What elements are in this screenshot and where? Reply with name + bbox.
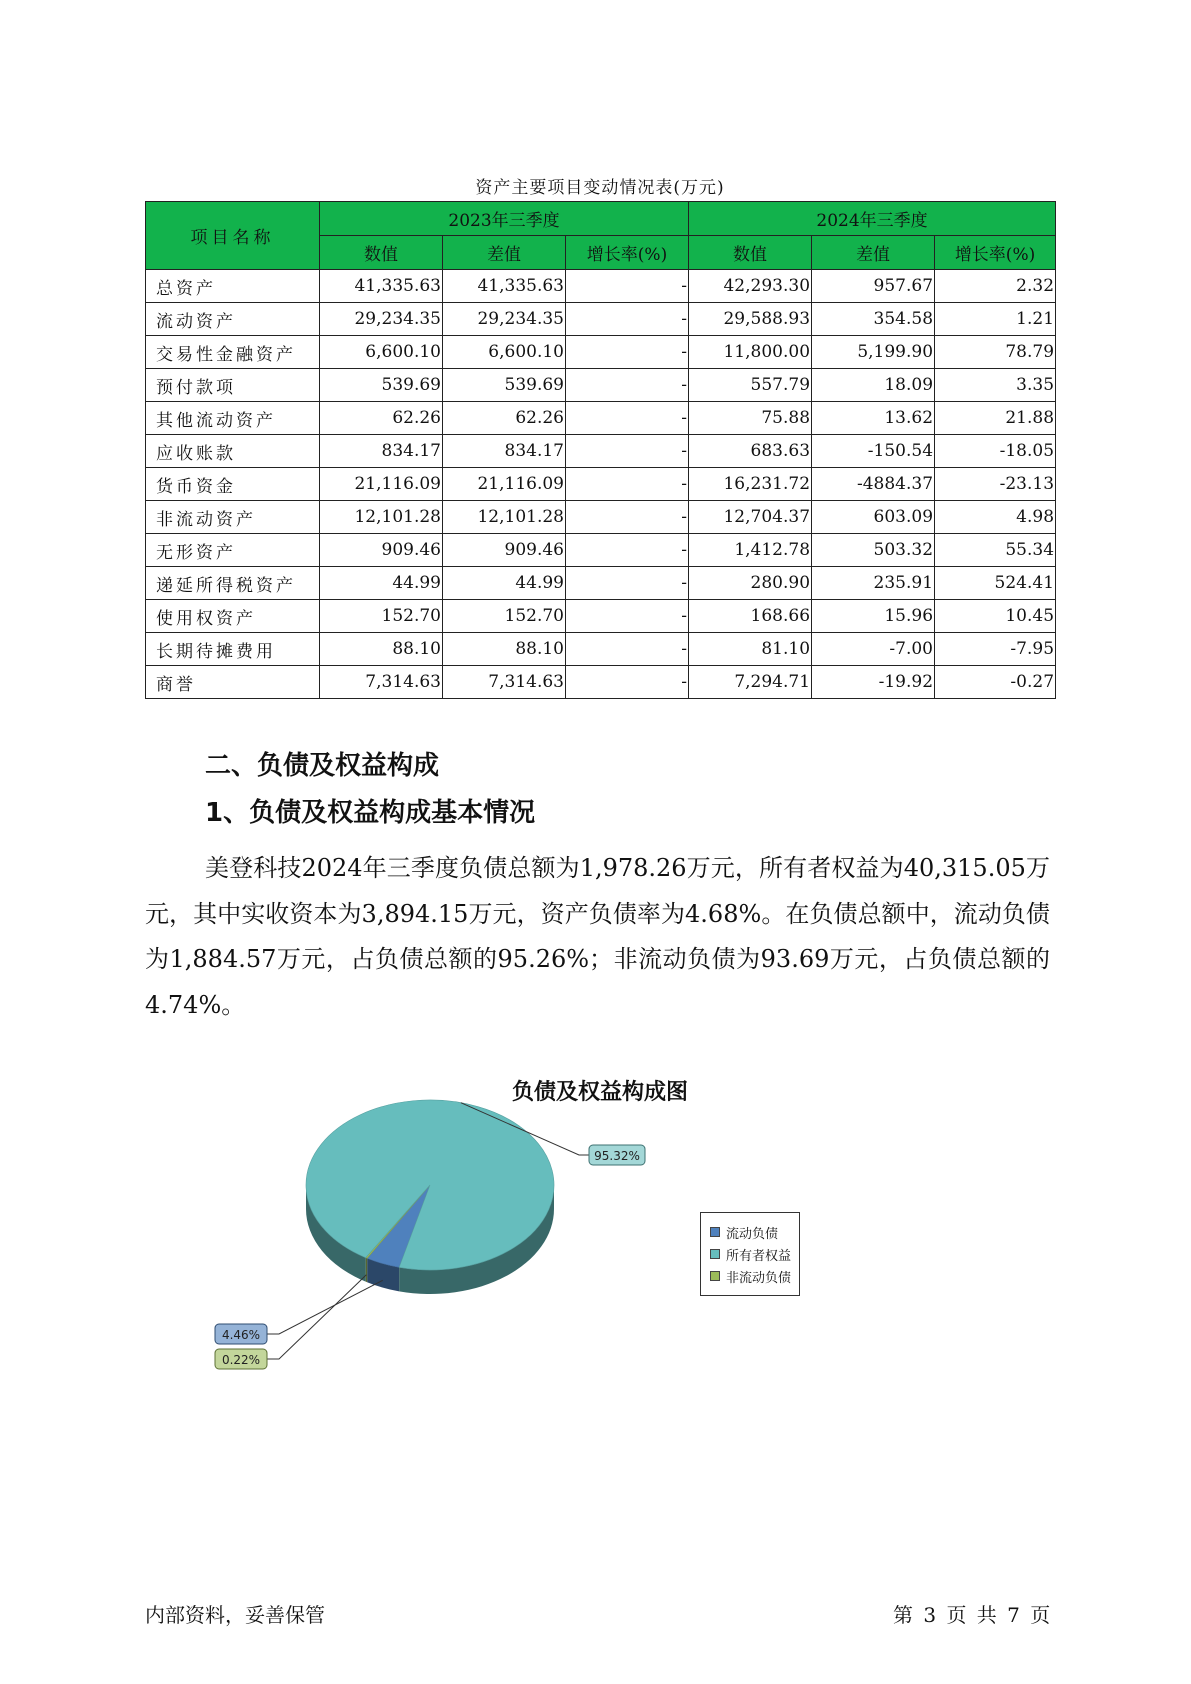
row-name: 长期待摊费用 (146, 633, 320, 666)
diff-2024: 603.09 (812, 501, 935, 534)
legend-label: 非流动负债 (726, 1270, 792, 1286)
value-2024: 280.90 (689, 567, 812, 600)
row-name: 其他流动资产 (146, 402, 320, 435)
value-2023: 539.69 (320, 369, 443, 402)
growth-2023: - (566, 600, 689, 633)
diff-2024: -150.54 (812, 435, 935, 468)
value-2024: 75.88 (689, 402, 812, 435)
diff-2023: 12,101.28 (443, 501, 566, 534)
diff-2023: 909.46 (443, 534, 566, 567)
header-growth-2024: 增长率(%) (935, 236, 1056, 270)
growth-2023: - (566, 633, 689, 666)
diff-2023: 62.26 (443, 402, 566, 435)
header-diff-2023: 差值 (443, 236, 566, 270)
header-period-2023: 2023年三季度 (320, 202, 689, 236)
growth-2023: - (566, 369, 689, 402)
data-label: 95.32% (594, 1149, 640, 1163)
row-name: 总资产 (146, 270, 320, 303)
diff-2023: 21,116.09 (443, 468, 566, 501)
growth-2023: - (566, 534, 689, 567)
diff-2024: -7.00 (812, 633, 935, 666)
value-2023: 88.10 (320, 633, 443, 666)
growth-2023: - (566, 402, 689, 435)
leader-line (267, 1280, 383, 1334)
diff-2024: -19.92 (812, 666, 935, 699)
diff-2023: 88.10 (443, 633, 566, 666)
value-2024: 11,800.00 (689, 336, 812, 369)
footer-page-number: 第 3 页 共 7 页 (893, 1603, 1051, 1627)
diff-2024: 13.62 (812, 402, 935, 435)
diff-2024: 957.67 (812, 270, 935, 303)
diff-2023: 44.99 (443, 567, 566, 600)
data-label: 4.46% (221, 1328, 261, 1342)
diff-2024: 235.91 (812, 567, 935, 600)
growth-2023: - (566, 270, 689, 303)
header-period-2024: 2024年三季度 (689, 202, 1056, 236)
growth-2023: - (566, 468, 689, 501)
chart-legend (700, 1212, 800, 1296)
growth-2024: -7.95 (935, 633, 1056, 666)
value-2023: 41,335.63 (320, 270, 443, 303)
diff-2024: -4884.37 (812, 468, 935, 501)
table-title: 资产主要项目变动情况表(万元) (475, 178, 725, 198)
data-label: 0.22% (221, 1353, 261, 1367)
diff-2023: 29,234.35 (443, 303, 566, 336)
growth-2023: - (566, 567, 689, 600)
value-2023: 6,600.10 (320, 336, 443, 369)
value-2024: 12,704.37 (689, 501, 812, 534)
row-name: 流动资产 (146, 303, 320, 336)
growth-2024: -0.27 (935, 666, 1056, 699)
growth-2024: -18.05 (935, 435, 1056, 468)
header-growth-2023: 增长率(%) (566, 236, 689, 270)
value-2023: 44.99 (320, 567, 443, 600)
legend-item (701, 1243, 799, 1265)
value-2024: 7,294.71 (689, 666, 812, 699)
section-heading: 二、负债及权益构成 (205, 751, 440, 781)
growth-2023: - (566, 666, 689, 699)
diff-2024: 503.32 (812, 534, 935, 567)
row-name: 无形资产 (146, 534, 320, 567)
row-name: 非流动资产 (146, 501, 320, 534)
summary-paragraph: 美登科技2024年三季度负债总额为1,978.26万元，所有者权益为40,315.05万元，其中实收资本为3,894.15万元，资产负债率为4.68%。在负债总额中，流动负债为1,884.57万元，占负债总额的95.26%；非流动负债为93.69万元，占负债总额的4.74%。 (145, 854, 1050, 1019)
diff-2024: 354.58 (812, 303, 935, 336)
header-diff-2024: 差值 (812, 236, 935, 270)
diff-2024: 5,199.90 (812, 336, 935, 369)
value-2024: 42,293.30 (689, 270, 812, 303)
growth-2024: 78.79 (935, 336, 1056, 369)
value-2024: 81.10 (689, 633, 812, 666)
value-2023: 62.26 (320, 402, 443, 435)
diff-2023: 7,314.63 (443, 666, 566, 699)
diff-2024: 15.96 (812, 600, 935, 633)
diff-2024: 18.09 (812, 369, 935, 402)
row-name: 货币资金 (146, 468, 320, 501)
value-2023: 834.17 (320, 435, 443, 468)
header-value-2023: 数值 (320, 236, 443, 270)
value-2024: 29,588.93 (689, 303, 812, 336)
diff-2023: 539.69 (443, 369, 566, 402)
growth-2024: 55.34 (935, 534, 1056, 567)
growth-2024: 1.21 (935, 303, 1056, 336)
growth-2024: 524.41 (935, 567, 1056, 600)
header-item-name: 项目名称 (146, 202, 320, 270)
growth-2024: 10.45 (935, 600, 1056, 633)
growth-2024: 21.88 (935, 402, 1056, 435)
legend-swatch (710, 1227, 720, 1237)
diff-2023: 6,600.10 (443, 336, 566, 369)
pie-slice-side (366, 1258, 367, 1283)
value-2023: 7,314.63 (320, 666, 443, 699)
growth-2023: - (566, 303, 689, 336)
pie-slice-1 (306, 1100, 554, 1270)
value-2023: 29,234.35 (320, 303, 443, 336)
diff-2023: 834.17 (443, 435, 566, 468)
value-2023: 152.70 (320, 600, 443, 633)
sub-heading: 1、负债及权益构成基本情况 (205, 798, 536, 828)
diff-2023: 41,335.63 (443, 270, 566, 303)
growth-2023: - (566, 435, 689, 468)
footer-confidential: 内部资料，妥善保管 (145, 1603, 325, 1627)
row-name: 预付款项 (146, 369, 320, 402)
row-name: 使用权资产 (146, 600, 320, 633)
leader-line (267, 1275, 366, 1359)
legend-item (701, 1265, 799, 1287)
header-value-2024: 数值 (689, 236, 812, 270)
growth-2024: 2.32 (935, 270, 1056, 303)
growth-2024: 3.35 (935, 369, 1056, 402)
value-2023: 21,116.09 (320, 468, 443, 501)
growth-2024: -23.13 (935, 468, 1056, 501)
legend-label: 流动负债 (726, 1226, 779, 1242)
legend-label: 所有者权益 (726, 1248, 792, 1264)
legend-swatch (710, 1249, 720, 1259)
row-name: 递延所得税资产 (146, 567, 320, 600)
value-2023: 909.46 (320, 534, 443, 567)
value-2023: 12,101.28 (320, 501, 443, 534)
value-2024: 168.66 (689, 600, 812, 633)
growth-2024: 4.98 (935, 501, 1056, 534)
value-2024: 16,231.72 (689, 468, 812, 501)
value-2024: 683.63 (689, 435, 812, 468)
row-name: 商誉 (146, 666, 320, 699)
legend-swatch (710, 1271, 720, 1281)
legend-item (701, 1221, 799, 1243)
growth-2023: - (566, 501, 689, 534)
growth-2023: - (566, 336, 689, 369)
row-name: 应收账款 (146, 435, 320, 468)
value-2024: 557.79 (689, 369, 812, 402)
diff-2023: 152.70 (443, 600, 566, 633)
row-name: 交易性金融资产 (146, 336, 320, 369)
chart-title: 负债及权益构成图 (511, 1080, 688, 1105)
value-2024: 1,412.78 (689, 534, 812, 567)
